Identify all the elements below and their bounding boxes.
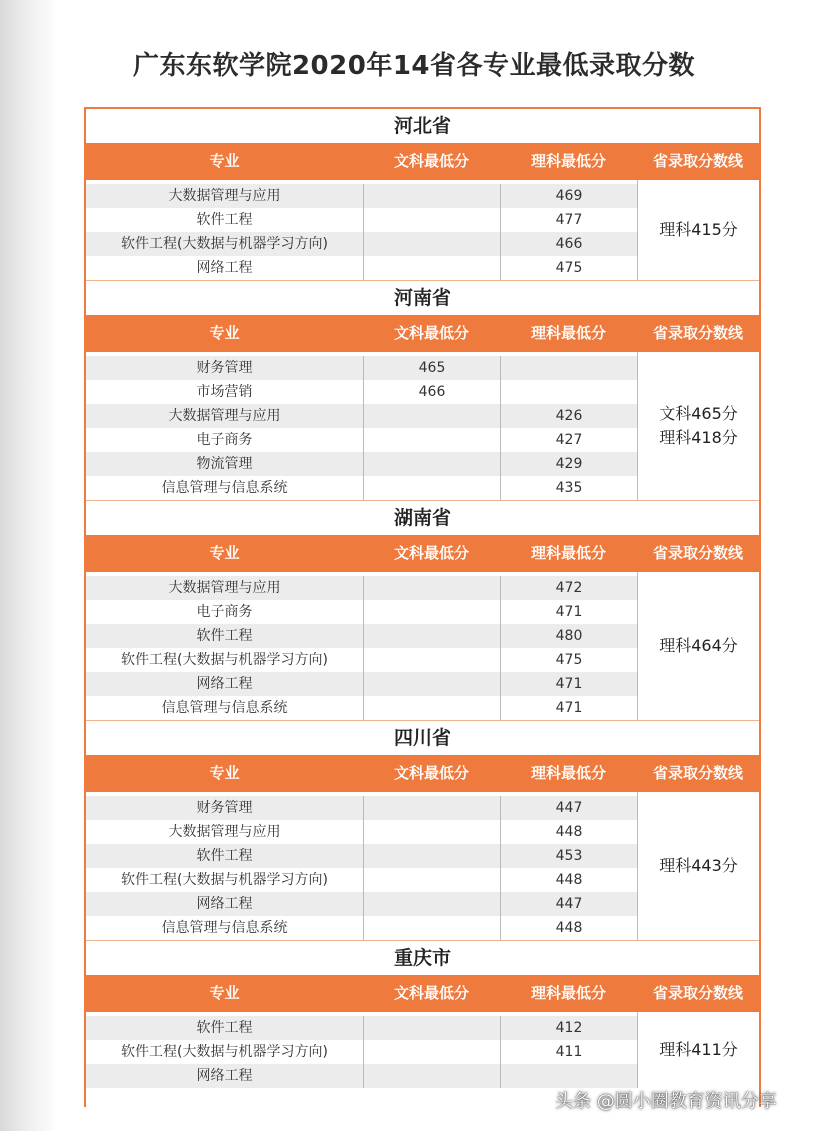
table-row: [86, 208, 637, 232]
table-header: [86, 975, 759, 1012]
science-score-cell: 453: [500, 844, 637, 868]
table-row: [86, 1016, 637, 1040]
provincial-line-value: 理科415分: [659, 220, 738, 239]
table-row: [86, 844, 637, 868]
arts-score-cell: 465: [363, 356, 500, 380]
table-body: [86, 572, 759, 720]
science-score-cell: 469: [500, 184, 637, 208]
arts-score-cell: 466: [363, 380, 500, 404]
science-score-cell: 471: [500, 600, 637, 624]
table-body: [86, 180, 759, 280]
province-section: [86, 940, 759, 1088]
table-header: [86, 535, 759, 572]
major-cell: 软件工程(大数据与机器学习方向): [121, 652, 328, 668]
arts-score-cell: [363, 892, 500, 916]
provincial-line-cell: [637, 352, 759, 500]
science-score-cell: 412: [500, 1016, 637, 1040]
column-header-arts-min: 文科最低分: [393, 152, 469, 170]
table-row: [86, 428, 637, 452]
science-score-cell: [500, 356, 637, 380]
major-cell: 大数据管理与应用: [168, 824, 281, 840]
science-score-cell: 448: [500, 916, 637, 940]
arts-score-cell: [363, 844, 500, 868]
column-header-arts-min: 文科最低分: [393, 324, 469, 342]
provincial-line-cell: [637, 792, 759, 940]
table-row: [86, 476, 637, 500]
table-row: [86, 796, 637, 820]
table-row: [86, 672, 637, 696]
column-header-science-min: 理科最低分: [530, 152, 606, 170]
arts-score-cell: [363, 696, 500, 720]
science-score-cell: 448: [500, 868, 637, 892]
major-cell: 软件工程: [196, 848, 253, 864]
arts-score-cell: [363, 232, 500, 256]
science-score-cell: 447: [500, 796, 637, 820]
table-row: [86, 380, 637, 404]
table-header: [86, 315, 759, 352]
major-cell: 信息管理与信息系统: [161, 480, 288, 496]
province-section: [86, 109, 759, 280]
province-name: 四川省: [86, 720, 759, 755]
major-cell: 网络工程: [196, 260, 253, 276]
arts-score-cell: [363, 624, 500, 648]
column-header-arts-min: 文科最低分: [393, 544, 469, 562]
science-score-cell: 411: [500, 1040, 637, 1064]
table-header: [86, 755, 759, 792]
table-row: [86, 1064, 637, 1088]
arts-score-cell: [363, 1064, 500, 1088]
major-cell: 软件工程: [196, 1020, 253, 1036]
table-row: [86, 576, 637, 600]
major-cell: 电子商务: [196, 432, 253, 448]
province-name: 重庆市: [86, 940, 759, 975]
table-row: [86, 232, 637, 256]
major-cell: 软件工程(大数据与机器学习方向): [121, 1044, 328, 1060]
arts-score-cell: [363, 428, 500, 452]
science-score-cell: 427: [500, 428, 637, 452]
column-header-major: 专业: [209, 984, 240, 1002]
column-header-major: 专业: [209, 324, 240, 342]
provincial-line-cell: [637, 572, 759, 720]
major-cell: 网络工程: [196, 1068, 253, 1084]
watermark: 头条 @圆小圈教育资讯分享: [555, 1091, 777, 1112]
science-score-cell: [500, 380, 637, 404]
arts-score-cell: [363, 184, 500, 208]
major-cell: 财务管理: [196, 800, 253, 816]
column-header-arts-min: 文科最低分: [393, 764, 469, 782]
arts-score-cell: [363, 796, 500, 820]
page-title: 广东东软学院2020年14省各专业最低录取分数: [132, 51, 696, 81]
science-score-cell: 447: [500, 892, 637, 916]
major-cell: 软件工程: [196, 212, 253, 228]
major-cell: 软件工程(大数据与机器学习方向): [121, 236, 328, 252]
column-header-science-min: 理科最低分: [530, 324, 606, 342]
provincial-line-value: 文科465分: [659, 404, 738, 423]
arts-score-cell: [363, 256, 500, 280]
province-name: 湖南省: [86, 500, 759, 535]
major-cell: 软件工程(大数据与机器学习方向): [121, 872, 328, 888]
science-score-cell: 471: [500, 696, 637, 720]
column-header-major: 专业: [209, 152, 240, 170]
table-row: [86, 624, 637, 648]
column-header-major: 专业: [209, 764, 240, 782]
science-score-cell: 466: [500, 232, 637, 256]
science-score-cell: 480: [500, 624, 637, 648]
major-cell: 网络工程: [196, 896, 253, 912]
table-row: [86, 184, 637, 208]
table-body: [86, 1012, 759, 1088]
table-row: [86, 404, 637, 428]
column-header-arts-min: 文科最低分: [393, 984, 469, 1002]
science-score-cell: 477: [500, 208, 637, 232]
column-header-provincial-line: 省录取分数线: [652, 764, 743, 782]
major-cell: 物流管理: [196, 456, 253, 472]
column-header-provincial-line: 省录取分数线: [652, 544, 743, 562]
table-row: [86, 696, 637, 720]
province-section: [86, 500, 759, 720]
column-header-provincial-line: 省录取分数线: [652, 324, 743, 342]
major-cell: 信息管理与信息系统: [161, 700, 288, 716]
province-name: 河北省: [393, 115, 451, 137]
science-score-cell: 429: [500, 452, 637, 476]
major-cell: 财务管理: [196, 360, 253, 376]
provincial-line-cell: [637, 1012, 759, 1088]
table-row: [86, 820, 637, 844]
science-score-cell: [500, 1064, 637, 1088]
major-cell: 软件工程: [196, 628, 253, 644]
provincial-line-value: 理科464分: [659, 636, 738, 655]
major-cell: 信息管理与信息系统: [161, 920, 288, 936]
page-edge-shadow: [0, 0, 58, 1131]
major-cell: 网络工程: [196, 676, 253, 692]
table-row: [86, 1040, 637, 1064]
science-score-cell: 426: [500, 404, 637, 428]
table-row: [86, 892, 637, 916]
table-row: [86, 600, 637, 624]
province-section: [86, 280, 759, 500]
arts-score-cell: [363, 1016, 500, 1040]
table-row: [86, 868, 637, 892]
provincial-line-value: 理科411分: [659, 1040, 738, 1059]
table-row: [86, 648, 637, 672]
column-header-major: 专业: [209, 544, 240, 562]
table-row: [86, 916, 637, 940]
provincial-line-value: 理科418分: [659, 428, 738, 447]
score-table: [84, 107, 761, 1107]
arts-score-cell: [363, 476, 500, 500]
science-score-cell: 471: [500, 672, 637, 696]
major-cell: 电子商务: [196, 604, 253, 620]
table-body: [86, 352, 759, 500]
provincial-line-value: 理科443分: [659, 856, 738, 875]
arts-score-cell: [363, 868, 500, 892]
arts-score-cell: [363, 916, 500, 940]
column-header-provincial-line: 省录取分数线: [652, 152, 743, 170]
provincial-line-cell: [637, 180, 759, 280]
science-score-cell: 448: [500, 820, 637, 844]
table-row: [86, 452, 637, 476]
table-row: [86, 256, 637, 280]
major-cell: 大数据管理与应用: [168, 408, 281, 424]
arts-score-cell: [363, 600, 500, 624]
science-score-cell: 435: [500, 476, 637, 500]
province-name: 河南省: [86, 280, 759, 315]
science-score-cell: 475: [500, 256, 637, 280]
major-cell: 市场营销: [196, 384, 253, 400]
major-cell: 大数据管理与应用: [168, 188, 281, 204]
column-header-science-min: 理科最低分: [530, 544, 606, 562]
arts-score-cell: [363, 576, 500, 600]
table-body: [86, 792, 759, 940]
column-header-science-min: 理科最低分: [530, 764, 606, 782]
arts-score-cell: [363, 672, 500, 696]
arts-score-cell: [363, 404, 500, 428]
column-header-provincial-line: 省录取分数线: [652, 984, 743, 1002]
table-header: [86, 143, 759, 180]
science-score-cell: 472: [500, 576, 637, 600]
arts-score-cell: [363, 648, 500, 672]
major-cell: 大数据管理与应用: [168, 580, 281, 596]
science-score-cell: 475: [500, 648, 637, 672]
arts-score-cell: [363, 208, 500, 232]
arts-score-cell: [363, 1040, 500, 1064]
column-header-science-min: 理科最低分: [530, 984, 606, 1002]
arts-score-cell: [363, 820, 500, 844]
arts-score-cell: [363, 452, 500, 476]
table-row: [86, 356, 637, 380]
province-section: [86, 720, 759, 940]
